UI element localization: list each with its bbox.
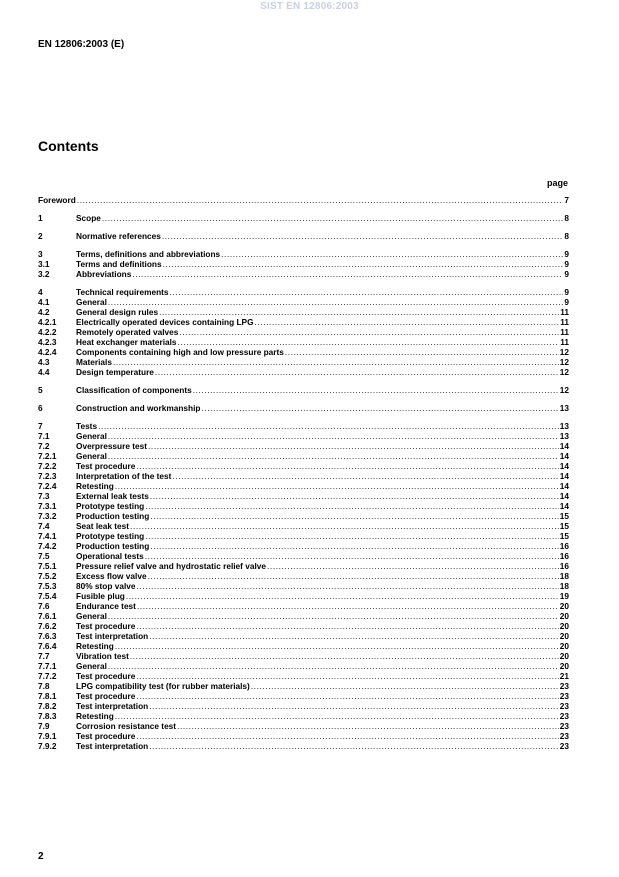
dot-leader (148, 441, 559, 451)
toc-entry-number: 7.2.1 (38, 451, 57, 461)
toc-entry-title: Foreword (38, 195, 76, 205)
toc-entry-number: 4 (38, 287, 43, 297)
toc-entry-page: 20 (559, 601, 569, 611)
toc-entry-number: 7.7 (38, 651, 50, 661)
toc-entry-title: Classification of components (76, 385, 192, 395)
dot-leader (145, 551, 559, 561)
dot-leader (115, 481, 559, 491)
toc-entry-number: 7.6.3 (38, 631, 57, 641)
dot-leader (162, 231, 564, 241)
toc-entry-page: 20 (559, 611, 569, 621)
toc-entry[interactable] (38, 259, 569, 269)
toc-entry-title: Terms and definitions (76, 259, 162, 269)
toc-entry-page: 23 (559, 701, 569, 711)
toc-entry-number: 4.1 (38, 297, 50, 307)
dot-leader (136, 461, 558, 471)
dot-leader (179, 327, 559, 337)
toc-entry-number: 7.8.3 (38, 711, 57, 721)
watermark: SIST EN 12806:2003 (260, 1, 359, 12)
toc-entry-page: 9 (564, 269, 569, 279)
toc-entry[interactable] (38, 701, 569, 711)
dot-leader (136, 691, 558, 701)
dot-leader (285, 347, 559, 357)
toc-entry-page: 23 (559, 711, 569, 721)
toc-entry[interactable] (38, 385, 569, 395)
toc-entry-title: Test interpretation (76, 741, 149, 751)
toc-entry-page: 11 (560, 327, 569, 337)
toc-entry[interactable] (38, 521, 569, 531)
toc-entry-title: Design temperature (76, 367, 154, 377)
toc-entry[interactable] (38, 441, 569, 451)
toc-entry-number: 4.2.4 (38, 347, 57, 357)
toc-entry-title: Prototype testing (76, 531, 145, 541)
toc-entry[interactable] (38, 431, 569, 441)
toc-entry-title: Materials (76, 357, 112, 367)
toc-entry-number: 7.4.1 (38, 531, 57, 541)
toc-entry-title: Construction and workmanship (76, 403, 201, 413)
toc-entry-title: Test procedure (76, 671, 136, 681)
toc-entry-number: 7.6.4 (38, 641, 57, 651)
toc-entry-page: 15 (559, 521, 569, 531)
toc-entry-page: 20 (559, 641, 569, 651)
toc-entry-title: General (76, 611, 107, 621)
toc-entry[interactable] (38, 721, 569, 731)
toc-entry-page: 11 (560, 317, 569, 327)
toc-entry[interactable] (38, 471, 569, 481)
document-id: EN 12806:2003 (E) (38, 39, 125, 50)
toc-entry-number: 7.2 (38, 441, 50, 451)
toc-entry-page: 12 (559, 367, 569, 377)
toc-entry-number: 7.6 (38, 601, 50, 611)
toc-entry[interactable] (38, 551, 569, 561)
toc-entry-title: Retesting (76, 711, 114, 721)
toc-entry[interactable] (38, 651, 569, 661)
toc-entry-number: 7.8 (38, 681, 50, 691)
dot-leader (221, 249, 563, 259)
toc-entry-title: Endurance test (76, 601, 136, 611)
toc-entry[interactable] (38, 297, 569, 307)
dot-leader (150, 541, 558, 551)
toc-entry-number: 7.8.2 (38, 701, 57, 711)
toc-entry[interactable] (38, 541, 569, 551)
toc-entry-title: Retesting (76, 481, 114, 491)
toc-entry-title: General design rules (76, 307, 159, 317)
toc-entry-number: 4.2.1 (38, 317, 57, 327)
toc-entry[interactable] (38, 601, 569, 611)
toc-entry[interactable] (38, 671, 569, 681)
toc-entry-number: 7.1 (38, 431, 50, 441)
toc-entry-number: 7.7.1 (38, 661, 57, 671)
toc-entry-title: Heat exchanger materials (76, 337, 177, 347)
toc-entry-number: 7.2.2 (38, 461, 57, 471)
dot-leader (251, 681, 559, 691)
toc-entry-title: Retesting (76, 641, 114, 651)
toc-entry[interactable] (38, 641, 569, 651)
toc-entry-number: 7.7.2 (38, 671, 57, 681)
dot-leader (130, 521, 559, 531)
toc-entry-page: 20 (559, 651, 569, 661)
footer-page-number: 2 (38, 851, 44, 862)
toc-entry[interactable] (38, 561, 569, 571)
toc-entry-page: 16 (559, 561, 569, 571)
toc-entry-number: 7.9 (38, 721, 50, 731)
toc-entry-page: 20 (559, 631, 569, 641)
toc-entry-number: 7.3.1 (38, 501, 57, 511)
toc-entry-title: Fusible plug (76, 591, 125, 601)
toc-entry[interactable] (38, 213, 569, 223)
dot-leader (108, 661, 559, 671)
toc-entry-title: Test procedure (76, 731, 136, 741)
toc-entry-number: 7.4.2 (38, 541, 57, 551)
dot-leader (115, 641, 559, 651)
toc-entry-title: Operational tests (76, 551, 144, 561)
toc-entry[interactable] (38, 421, 569, 431)
dot-leader (201, 403, 558, 413)
toc-entry-number: 7.5.3 (38, 581, 57, 591)
toc-entry[interactable] (38, 501, 569, 511)
toc-entry[interactable] (38, 327, 569, 337)
toc-entry-page: 18 (559, 571, 569, 581)
toc-entry[interactable] (38, 491, 569, 501)
dot-leader (130, 651, 559, 661)
dot-leader (148, 571, 559, 581)
toc-entry-number: 5 (38, 385, 43, 395)
toc-entry[interactable] (38, 681, 569, 691)
toc-entry-page: 15 (559, 511, 569, 521)
dot-leader (163, 259, 564, 269)
toc-entry-number: 7.5 (38, 551, 50, 561)
page-title: Contents (38, 138, 99, 154)
dot-leader (132, 269, 563, 279)
toc-entry-title: General (76, 297, 107, 307)
toc-entry[interactable] (38, 531, 569, 541)
toc-entry-page: 23 (559, 741, 569, 751)
toc-entry[interactable] (38, 511, 569, 521)
dot-leader (145, 531, 559, 541)
toc-entry-number: 4.2 (38, 307, 50, 317)
toc-entry-title: Components containing high and low pressure parts (76, 347, 284, 357)
dot-leader (150, 511, 558, 521)
toc-entry-title: Vibration test (76, 651, 129, 661)
toc-entry-title: General (76, 661, 107, 671)
toc-entry-number: 4.3 (38, 357, 50, 367)
toc-entry-title: Prototype testing (76, 501, 145, 511)
toc-entry-title: Test interpretation (76, 631, 149, 641)
toc-entry-page: 20 (559, 621, 569, 631)
toc-entry[interactable] (38, 287, 569, 297)
toc-entry[interactable] (38, 337, 569, 347)
toc-entry[interactable] (38, 461, 569, 471)
toc-entry-page: 8 (564, 231, 569, 241)
toc-entry[interactable] (38, 631, 569, 641)
dot-leader (137, 601, 559, 611)
dot-leader (159, 307, 559, 317)
toc-entry-page: 23 (559, 691, 569, 701)
toc-entry-number: 7 (38, 421, 43, 431)
toc-entry-page: 14 (559, 471, 569, 481)
toc-entry-number: 7.3 (38, 491, 50, 501)
dot-leader (136, 621, 558, 631)
toc-entry-title: Production testing (76, 541, 150, 551)
toc-entry[interactable] (38, 481, 569, 491)
dot-leader (149, 741, 559, 751)
toc-entry[interactable] (38, 195, 569, 205)
toc-entry-number: 7.5.2 (38, 571, 57, 581)
dot-leader (170, 287, 564, 297)
toc-entry-page: 23 (559, 681, 569, 691)
toc-entry-title: General (76, 431, 107, 441)
toc-entry-number: 2 (38, 231, 43, 241)
dot-leader (155, 367, 559, 377)
toc-entry-page: 14 (559, 491, 569, 501)
toc-entry-number: 7.4 (38, 521, 50, 531)
toc-entry-page: 12 (559, 347, 569, 357)
toc-entry-page: 11 (560, 307, 569, 317)
toc-entry[interactable] (38, 451, 569, 461)
toc-entry-number: 4.2.2 (38, 327, 57, 337)
toc-entry-page: 18 (559, 581, 569, 591)
toc-entry-number: 6 (38, 403, 43, 413)
toc-entry-page: 13 (559, 403, 569, 413)
toc-entry-page: 16 (559, 541, 569, 551)
toc-entry-page: 9 (564, 259, 569, 269)
toc-entry-page: 14 (559, 481, 569, 491)
toc-entry-title: Test procedure (76, 461, 136, 471)
toc-entry-number: 7.2.3 (38, 471, 57, 481)
dot-leader (113, 357, 559, 367)
dot-leader (255, 317, 560, 327)
dot-leader (102, 213, 563, 223)
toc-entry-title: Interpretation of the test (76, 471, 172, 481)
dot-leader (126, 591, 559, 601)
toc-entry-page: 9 (564, 297, 569, 307)
toc-entry-number: 7.2.4 (38, 481, 57, 491)
toc-entry-page: 15 (559, 531, 569, 541)
toc-entry-title: External leak tests (76, 491, 149, 501)
toc-entry-title: Tests (76, 421, 98, 431)
toc-entry-title: Terms, definitions and abbreviations (76, 249, 221, 259)
toc-entry[interactable] (38, 621, 569, 631)
toc-entry-page: 8 (564, 213, 569, 223)
toc-entry[interactable] (38, 581, 569, 591)
dot-leader (136, 671, 558, 681)
dot-leader (150, 491, 559, 501)
toc-entry[interactable] (38, 571, 569, 581)
dot-leader (178, 337, 560, 347)
toc-entry-title: Test procedure (76, 691, 136, 701)
toc-entry-page: 9 (564, 249, 569, 259)
toc-entry-title: Technical requirements (76, 287, 169, 297)
dot-leader (149, 701, 559, 711)
toc-entry-number: 3.2 (38, 269, 50, 279)
toc-entry[interactable] (38, 741, 569, 751)
toc-entry-page: 19 (559, 591, 569, 601)
toc-entry[interactable] (38, 731, 569, 741)
dot-leader (193, 385, 559, 395)
toc-entry-number: 7.9.2 (38, 741, 57, 751)
toc-entry-title: Seat leak test (76, 521, 130, 531)
toc-entry-page: 9 (564, 287, 569, 297)
toc-entry-number: 4.2.3 (38, 337, 57, 347)
toc-entry-page: 23 (559, 731, 569, 741)
toc-entry-page: 23 (559, 721, 569, 731)
toc-entry-number: 3.1 (38, 259, 50, 269)
dot-leader (267, 561, 559, 571)
toc-entry-title: Production testing (76, 511, 150, 521)
toc-entry-title: General (76, 451, 107, 461)
toc-entry[interactable] (38, 347, 569, 357)
dot-leader (136, 731, 558, 741)
toc-entry-title: Test procedure (76, 621, 136, 631)
toc-entry[interactable] (38, 269, 569, 279)
toc-entry[interactable] (38, 357, 569, 367)
toc-entry-title: Electrically operated devices containing LPG (76, 317, 254, 327)
toc-entry-title: LPG compatibility test (for rubber materials) (76, 681, 250, 691)
toc-entry-page: 14 (559, 461, 569, 471)
toc-entry-title: Remotely operated valves (76, 327, 179, 337)
toc-entry-number: 7.6.1 (38, 611, 57, 621)
toc-entry[interactable] (38, 661, 569, 671)
toc-entry-title: Pressure relief valve and hydrostatic relief valve (76, 561, 267, 571)
toc-entry-title: Excess flow valve (76, 571, 147, 581)
toc-entry-page: 13 (559, 431, 569, 441)
dot-leader (177, 721, 559, 731)
toc-entry-page: 20 (559, 661, 569, 671)
toc-entry-page: 11 (560, 337, 569, 347)
dot-leader (172, 471, 558, 481)
toc-entry-title: Overpressure test (76, 441, 148, 451)
toc-entry[interactable] (38, 317, 569, 327)
toc-entry-title: 80% stop valve (76, 581, 136, 591)
toc-entry-number: 1 (38, 213, 43, 223)
toc-entry[interactable] (38, 611, 569, 621)
toc-entry[interactable] (38, 231, 569, 241)
toc-entry[interactable] (38, 591, 569, 601)
toc-entry-number: 3 (38, 249, 43, 259)
dot-leader (108, 431, 559, 441)
toc-entry-page: 13 (559, 421, 569, 431)
toc-entry-number: 7.8.1 (38, 691, 57, 701)
toc-entry-number: 4.4 (38, 367, 50, 377)
toc-entry-title: Abbreviations (76, 269, 132, 279)
dot-leader (137, 581, 559, 591)
toc-entry-title: Test interpretation (76, 701, 149, 711)
toc-entry-page: 14 (559, 451, 569, 461)
toc-entry[interactable] (38, 249, 569, 259)
toc-entry-page: 7 (564, 195, 569, 205)
toc-entry-number: 7.5.1 (38, 561, 57, 571)
toc-entry-number: 7.9.1 (38, 731, 57, 741)
dot-leader (108, 297, 563, 307)
dot-leader (108, 611, 559, 621)
toc-entry-page: 12 (559, 385, 569, 395)
toc-entry-number: 7.6.2 (38, 621, 57, 631)
toc-entry-page: 12 (559, 357, 569, 367)
toc-entry-page: 16 (559, 551, 569, 561)
toc-entry-title: Normative references (76, 231, 161, 241)
toc-entry-title: Corrosion resistance test (76, 721, 177, 731)
toc-entry-page: 21 (559, 671, 569, 681)
toc-entry[interactable] (38, 367, 569, 377)
page-column-header: page (546, 178, 568, 188)
toc-entry-number: 7.3.2 (38, 511, 57, 521)
dot-leader (149, 631, 559, 641)
dot-leader (77, 195, 564, 205)
dot-leader (98, 421, 559, 431)
toc-entry[interactable] (38, 691, 569, 701)
toc-entry[interactable] (38, 307, 569, 317)
toc-entry-number: 7.5.4 (38, 591, 57, 601)
toc-entry[interactable] (38, 403, 569, 413)
table-of-contents (38, 195, 569, 751)
dot-leader (108, 451, 559, 461)
toc-entry-title: Scope (76, 213, 101, 223)
dot-leader (115, 711, 559, 721)
dot-leader (145, 501, 559, 511)
toc-entry-page: 14 (559, 501, 569, 511)
toc-entry[interactable] (38, 711, 569, 721)
toc-entry-page: 14 (559, 441, 569, 451)
